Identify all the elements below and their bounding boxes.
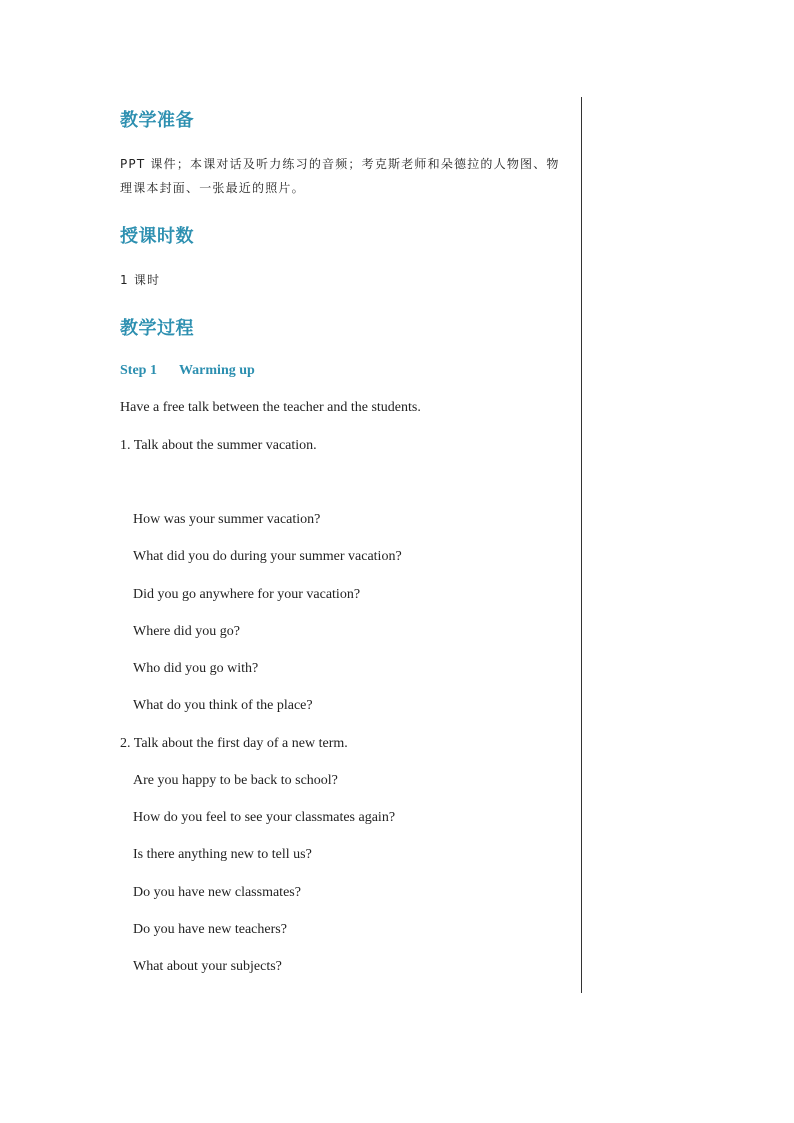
section-heading-process: 教学过程 xyxy=(120,318,194,339)
topic2-question: Do you have new classmates? xyxy=(133,885,301,900)
topic2-question: Do you have new teachers? xyxy=(133,922,287,937)
topic1-title: 1. Talk about the summer vacation. xyxy=(120,438,317,453)
topic1-question: What did you do during your summer vacation? xyxy=(133,549,402,564)
section-heading-prep: 教学准备 xyxy=(120,110,194,131)
step-label: Step 1 xyxy=(120,363,157,378)
hours-text: 1 课时 xyxy=(120,273,161,287)
topic1-question: Where did you go? xyxy=(133,624,240,639)
topic2-question: What about your subjects? xyxy=(133,959,282,974)
step-heading xyxy=(120,363,255,379)
topic2-question: How do you feel to see your classmates again? xyxy=(133,810,396,825)
intro-text: Have a free talk between the teacher and the students. xyxy=(120,400,421,415)
topic1-question: Who did you go with? xyxy=(133,661,259,676)
section-heading-hours: 授课时数 xyxy=(120,226,194,247)
step-title: Warming up xyxy=(178,363,255,378)
topic2-title: 2. Talk about the first day of a new term. xyxy=(120,736,348,751)
prep-text-line-2: 理课本封面、一张最近的照片。 xyxy=(120,181,305,195)
topic1-question: What do you think of the place? xyxy=(133,698,313,713)
topic1-question: Did you go anywhere for your vacation? xyxy=(133,587,361,602)
prep-text-line-1: PPT 课件；本课对话及听力练习的音频；考克斯老师和朵德拉的人物图、物 xyxy=(120,157,560,171)
topic2-question: Are you happy to be back to school? xyxy=(133,773,338,788)
margin-rule xyxy=(581,97,582,993)
topic1-question: How was your summer vacation? xyxy=(133,512,321,527)
topic2-question: Is there anything new to tell us? xyxy=(133,847,312,862)
